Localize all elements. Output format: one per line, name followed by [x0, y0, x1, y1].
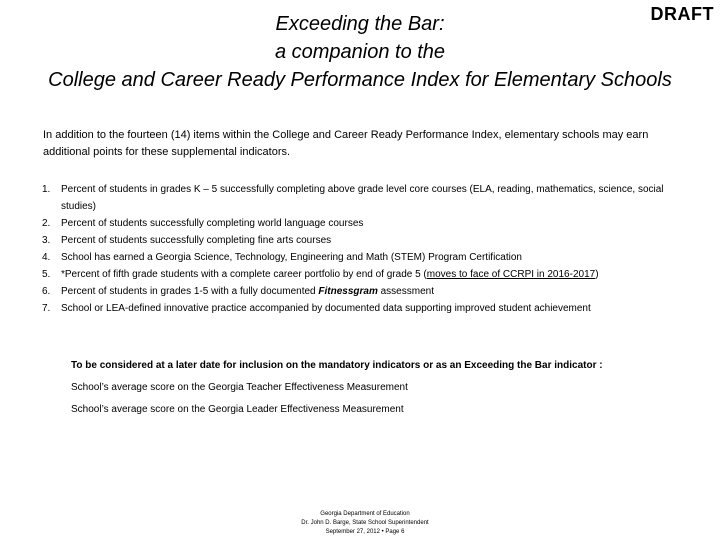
page-title: [0, 10, 720, 94]
item-text-start: Percent of students in grades 1-5 with a fully documented: [61, 286, 319, 297]
item-text: Percent of students in grades K – 5 successfully completing above grade level core courses (ELA, reading, mathematics, science, social studies): [61, 184, 664, 212]
item-number: 6.: [42, 286, 51, 297]
title-line-2: a companion to the: [274, 41, 446, 63]
list-item: [42, 266, 682, 283]
item-number: 1.: [42, 184, 51, 195]
item-number: 3.: [42, 235, 51, 246]
item-number: 7.: [42, 303, 51, 314]
indicator-list: [42, 181, 682, 317]
item-text: School or LEA-defined innovative practice accompanied by documented data supporting improved student achievement: [61, 303, 591, 314]
item-number: 2.: [42, 218, 51, 229]
item-number: 5.: [42, 269, 51, 280]
intro-paragraph: In addition to the fourteen (14) items within the College and Career Ready Performance Index, elementary schools may earn additional points for these supplemental indicators.: [43, 129, 649, 158]
item-text: Percent of students successfully completing fine arts courses: [61, 235, 332, 246]
later-consideration-heading: To be considered at a later date for inclusion on the mandatory indicators or as an Exceeding the Bar indicator :: [71, 360, 603, 371]
fitnessgram-emphasis: Fitnessgram: [318, 286, 378, 297]
later-item-teacher: School’s average score on the Georgia Teacher Effectiveness Measurement: [71, 382, 408, 393]
later-item-leader: School’s average score on the Georgia Leader Effectiveness Measurement: [71, 404, 404, 415]
item-text: [61, 283, 682, 300]
item-text-end: assessment: [377, 286, 434, 297]
draft-stamp: DRAFT: [650, 4, 714, 24]
later-consideration-section: [71, 358, 691, 418]
list-item: [42, 181, 682, 215]
list-item: [42, 232, 682, 249]
footer-date-page: September 27, 2012 • Page 6: [325, 529, 405, 535]
item-text-end: ): [595, 269, 599, 280]
item-number: 4.: [42, 252, 51, 263]
item-text: Percent of students successfully completing world language courses: [61, 218, 364, 229]
list-item: [42, 215, 682, 232]
item-text: School has earned a Georgia Science, Technology, Engineering and Math (STEM) Program Certification: [61, 252, 522, 263]
item-text: [61, 266, 682, 283]
title-line-3: College and Career Ready Performance Index for Elementary Schools: [48, 69, 672, 91]
footer-superintendent: Dr. John D. Barge, State School Superintendent: [301, 520, 429, 526]
footer-organization: Georgia Department of Education: [320, 511, 410, 517]
list-item: [42, 300, 682, 317]
title-line-1: Exceeding the Bar:: [275, 13, 445, 35]
list-item: [42, 283, 682, 300]
item-text-start: *Percent of fifth grade students with a complete career portfolio by end of grade 5 (: [61, 269, 427, 280]
page-footer: [0, 510, 720, 537]
list-item: [42, 249, 682, 266]
ccrpi-timeline-link[interactable]: moves to face of CCRPI in 2016-2017: [426, 269, 596, 280]
